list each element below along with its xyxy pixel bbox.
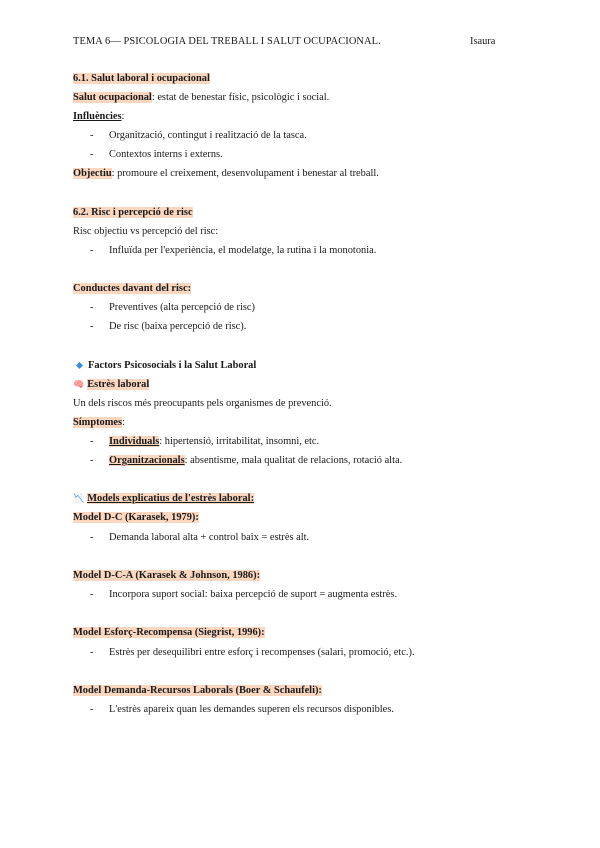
symptoms-label-line: [73, 417, 125, 428]
list-item-text: L'estrès apareix quan les demandes superen els recursos disponibles.: [109, 704, 394, 715]
stress-intro-text: Un dels riscos més preocupants pels organismes de prevenció.: [73, 398, 332, 409]
behaviours-heading-text: Conductes davant del risc:: [73, 283, 192, 294]
blue-diamond-icon: [76, 362, 83, 369]
dash-icon: -: [90, 589, 94, 600]
definition-term: Salut ocupacional: [73, 92, 152, 103]
model-title-text: Model Demanda-Recursos Laborals (Boer & Schaufeli):: [73, 685, 322, 696]
model-title: [73, 685, 322, 696]
brain-icon: 🧠: [73, 380, 85, 390]
dash-icon: -: [90, 647, 94, 658]
model-title: [73, 512, 199, 523]
model-title: [73, 627, 265, 638]
list-item-text: De risc (baixa percepció de risc).: [109, 321, 247, 332]
stress-heading: [73, 379, 149, 390]
behaviours-heading: [73, 283, 191, 294]
symptom-term: Organitzacionals: [109, 455, 185, 466]
header-title: TEMA 6— PSICOLOGIA DEL TREBALL I SALUT OCUPACIONAL.: [73, 36, 381, 47]
chart-icon: 📉: [73, 494, 85, 504]
psychosocial-heading: [73, 360, 256, 371]
models-heading: [73, 493, 254, 504]
list-item-text: Organització, contingut i realització de la tasca.: [109, 130, 307, 141]
dash-icon: -: [90, 302, 94, 313]
dash-icon: -: [90, 455, 94, 466]
header-author: Isaura: [470, 36, 496, 47]
list-item-text: Incorpora suport social: baixa percepció de suport = augmenta estrès.: [109, 589, 398, 600]
psychosocial-heading-text: Factors Psicosocials i la Salut Laboral: [88, 360, 257, 371]
dash-icon: -: [90, 245, 94, 256]
list-item-text: [109, 436, 319, 447]
definition-line: [73, 92, 329, 103]
list-item-text: [109, 455, 402, 466]
risk-intro-text: Risc objectiu vs percepció del risc:: [73, 226, 219, 237]
symptom-text: : absentisme, mala qualitat de relacions, rotació alta.: [184, 455, 403, 466]
model-title-text: Model D-C (Karasek, 1979):: [73, 512, 199, 523]
symptoms-label: Símptomes: [73, 417, 123, 428]
objective-text: : promoure el creixement, desenvolupament i benestar al treball.: [111, 168, 379, 179]
section-heading-text: 6.1. Salut laboral i ocupacional: [73, 73, 210, 84]
dash-icon: -: [90, 149, 94, 160]
symptom-term: Individuals: [109, 436, 160, 447]
influences-label-line: [73, 111, 124, 122]
dash-icon: -: [90, 532, 94, 543]
stress-heading-text: Estrès laboral: [87, 379, 150, 390]
model-title-text: Model D-C-A (Karasek & Johnson, 1986):: [73, 570, 261, 581]
dash-icon: -: [90, 321, 94, 332]
list-item-text: Estrès per desequilibri entre esforç i recompenses (salari, promoció, etc.).: [109, 647, 415, 658]
list-item-text: Demanda laboral alta + control baix = estrès alt.: [109, 532, 310, 543]
section-heading-6-2: [73, 207, 193, 218]
page-header: [73, 36, 540, 50]
dash-icon: -: [90, 130, 94, 141]
list-item-text: Influïda per l'experiència, el modelatge, la rutina i la monotonia.: [109, 245, 377, 256]
stress-intro: [73, 398, 332, 409]
section-heading-6-1: [73, 73, 210, 84]
models-heading-text: Models explicatius de l'estrès laboral:: [87, 493, 255, 504]
model-title-text: Model Esforç-Recompensa (Siegrist, 1996):: [73, 627, 265, 638]
symptoms-colon: :: [122, 417, 125, 428]
definition-text: : estat de benestar físic, psicològic i social.: [151, 92, 330, 103]
model-title: [73, 570, 260, 581]
objective-term: Objectiu: [73, 168, 112, 179]
list-item-text: Preventives (alta percepció de risc): [109, 302, 255, 313]
section-heading-text: 6.2. Risc i percepció de risc: [73, 207, 193, 218]
risk-intro: [73, 226, 218, 237]
influences-colon: :: [121, 111, 125, 122]
symptom-text: : hipertensió, irritabilitat, insomni, etc.: [159, 436, 320, 447]
influences-label: Influències: [73, 111, 122, 122]
list-item-text: Contextos interns i externs.: [109, 149, 223, 160]
dash-icon: -: [90, 704, 94, 715]
objective-line: [73, 168, 379, 179]
dash-icon: -: [90, 436, 94, 447]
